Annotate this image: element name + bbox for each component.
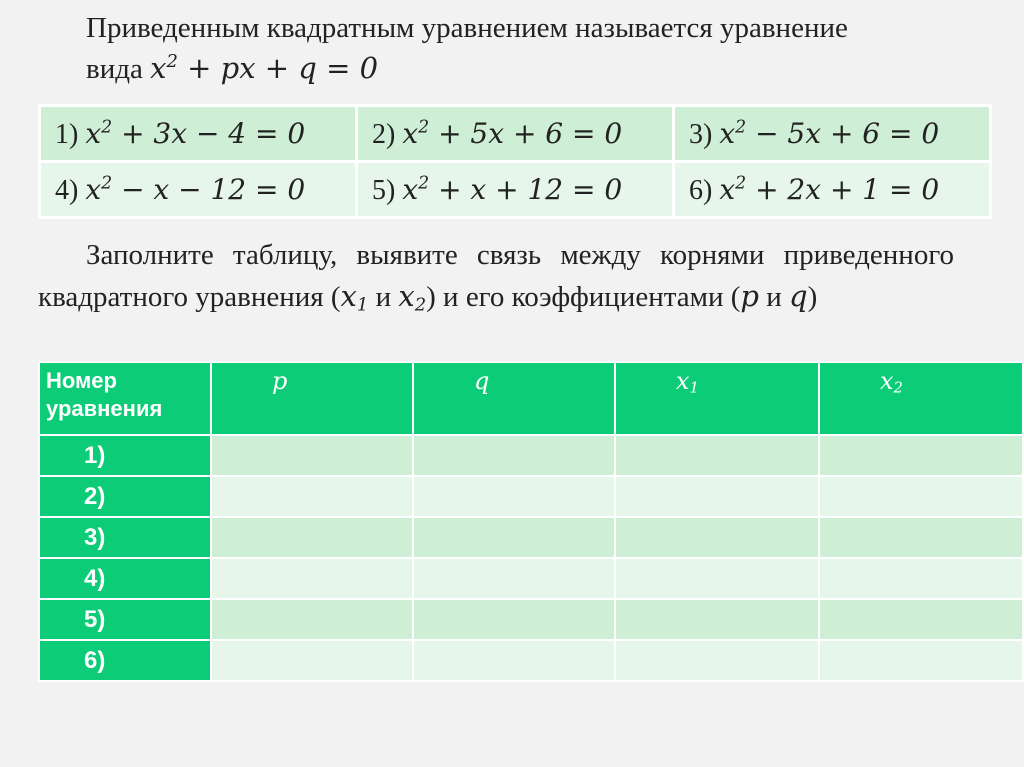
equation-cell (357, 106, 674, 162)
cell-p[interactable] (211, 640, 413, 681)
row-number: 1) (39, 435, 211, 476)
q-symbol: q (789, 279, 808, 313)
equation-cell (357, 162, 674, 218)
equation-formula: $x^2 + x + 12 = 0$ (402, 172, 623, 206)
cell-x2[interactable] (819, 640, 1023, 681)
task-text: Заполните таблицу, выявите связь между корнями приведенного квадратного уравнения ($x_1$ и $x_2$) и его коэффициентами (p и q) (38, 239, 954, 316)
header-x2: $x_2$ (819, 362, 1023, 435)
cell-x1[interactable] (615, 640, 819, 681)
cell-x2[interactable] (819, 517, 1023, 558)
cell-x1[interactable] (615, 558, 819, 599)
cell-x1[interactable] (615, 476, 819, 517)
p-symbol: p (740, 279, 759, 313)
header-x1: $x_1$ (615, 362, 819, 435)
equation-cell (40, 162, 357, 218)
table-row (39, 558, 1023, 599)
equation-number: 1) (55, 118, 79, 150)
formula-exponent: 2 (166, 51, 178, 73)
general-formula (150, 51, 378, 85)
table-row (39, 640, 1023, 681)
equation-formula: $x^2 - 5x + 6 = 0$ (719, 116, 940, 150)
cell-p[interactable] (211, 435, 413, 476)
x2-symbol: $x_2$ (398, 279, 427, 316)
cell-x1[interactable] (615, 517, 819, 558)
equation-formula: $x^2 + 5x + 6 = 0$ (402, 116, 623, 150)
equation-formula: $x^2 - x - 12 = 0$ (85, 172, 306, 206)
cell-q[interactable] (413, 599, 615, 640)
cell-q[interactable] (413, 476, 615, 517)
row-number: 6) (39, 640, 211, 681)
cell-x2[interactable] (819, 476, 1023, 517)
equation-number: 5) (372, 174, 396, 206)
equations-table (38, 104, 992, 219)
cell-p[interactable] (211, 558, 413, 599)
equation-cell (674, 106, 991, 162)
cell-q[interactable] (413, 517, 615, 558)
equation-number: 2) (372, 118, 396, 150)
formula-x: x (150, 51, 167, 85)
equation-number: 6) (689, 174, 713, 206)
row-number: 5) (39, 599, 211, 640)
header-equation-number: Номер уравнения (39, 362, 211, 435)
definition-line-1: Приведенным квадратным уравнением называется уравнение (86, 12, 848, 44)
cell-x2[interactable] (819, 599, 1023, 640)
formula-rest: + px + q = 0 (177, 51, 379, 85)
equation-number: 4) (55, 174, 79, 206)
cell-x1[interactable] (615, 599, 819, 640)
table-header-row (39, 362, 1023, 435)
cell-q[interactable] (413, 558, 615, 599)
x1-symbol: $x_1$ (340, 279, 369, 316)
roots-coefficients-table (38, 361, 1024, 682)
table-row (39, 476, 1023, 517)
table-row (39, 435, 1023, 476)
table-row (39, 599, 1023, 640)
cell-q[interactable] (413, 435, 615, 476)
equations-row (40, 106, 991, 162)
cell-q[interactable] (413, 640, 615, 681)
definition-text (86, 8, 966, 89)
equation-formula: $x^2 + 2x + 1 = 0$ (719, 172, 940, 206)
equation-formula: $x^2 + 3x - 4 = 0$ (85, 116, 306, 150)
header-q: q (413, 362, 615, 435)
row-number: 3) (39, 517, 211, 558)
equations-row (40, 162, 991, 218)
cell-x1[interactable] (615, 435, 819, 476)
equation-number: 3) (689, 118, 713, 150)
cell-x2[interactable] (819, 558, 1023, 599)
header-p: p (211, 362, 413, 435)
cell-p[interactable] (211, 599, 413, 640)
row-number: 4) (39, 558, 211, 599)
row-number: 2) (39, 476, 211, 517)
equation-cell (40, 106, 357, 162)
cell-p[interactable] (211, 476, 413, 517)
definition-prefix: вида (86, 53, 143, 85)
table-row (39, 517, 1023, 558)
equation-cell (674, 162, 991, 218)
definition-line-2 (86, 48, 966, 89)
cell-p[interactable] (211, 517, 413, 558)
cell-x2[interactable] (819, 435, 1023, 476)
